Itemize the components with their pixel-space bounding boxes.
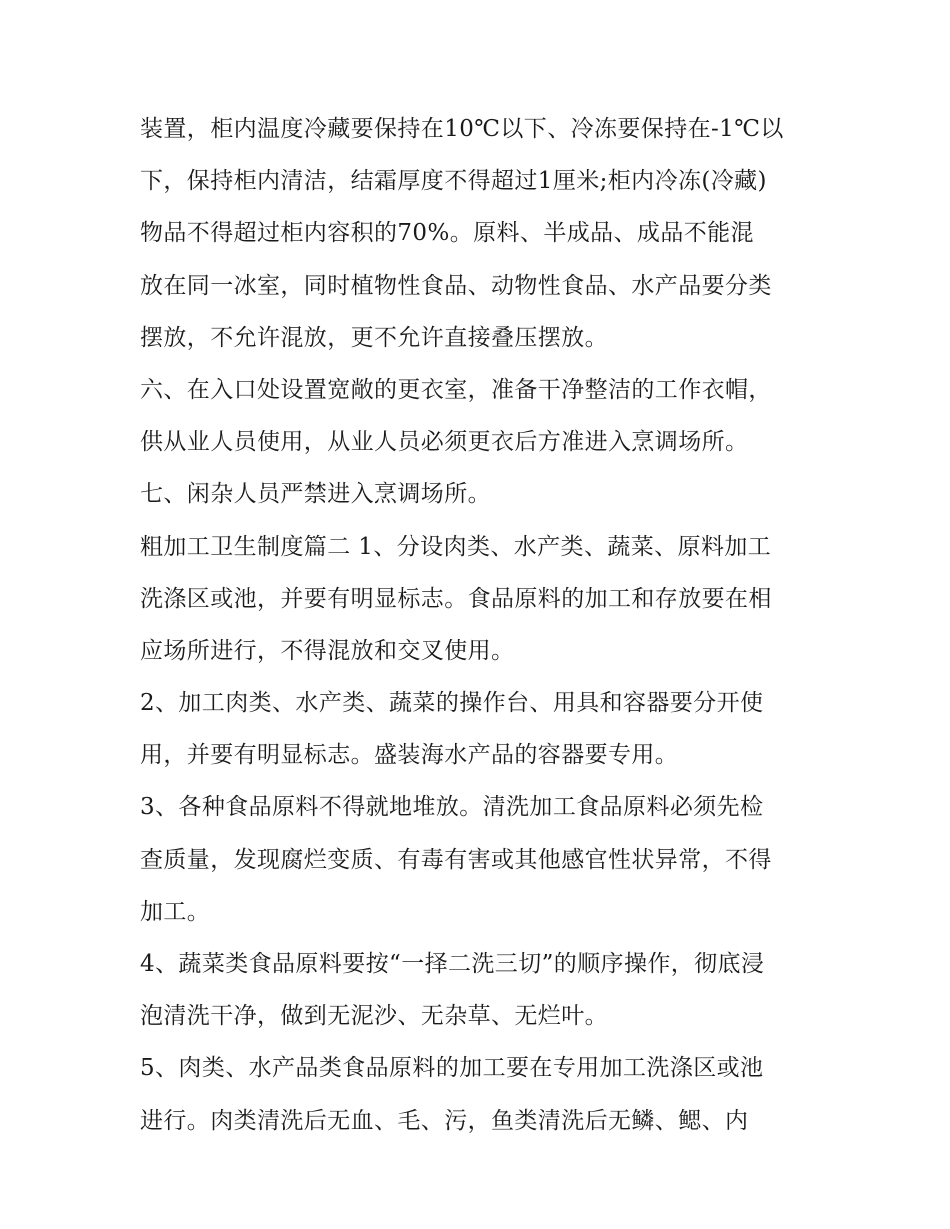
text-line: 进行。肉类清洗后无血、毛、污，鱼类清洗后无鳞、鳃、内: [140, 1107, 749, 1134]
text-line: 5、肉类、水产品类食品原料的加工要在专用加工洗涤区或池: [140, 1055, 764, 1082]
text-line: 放在同一冰室，同时植物性食品、动物性食品、水产品要分类: [140, 272, 772, 299]
text-line: 4、蔬菜类食品原料要按“一择二洗三切”的顺序操作，彻底浸: [140, 951, 765, 977]
text-line: 摆放，不允许混放，更不允许直接叠压摆放。: [140, 324, 608, 351]
text-line: 查质量，发现腐烂变质、有毒有害或其他感官性状异常，不得: [140, 846, 772, 873]
text-line: 装置，柜内温度冷藏要保持在10℃以下、冷冻要保持在-1℃以: [140, 116, 784, 142]
text-line: 2、加工肉类、水产类、蔬菜的操作台、用具和容器要分开使: [140, 690, 764, 717]
document-body: [140, 103, 815, 1147]
text-line: 用，并要有明显标志。盛装海水产品的容器要专用。: [140, 742, 679, 769]
text-line: 洗涤区或池，并要有明显标志。食品原料的加工和存放要在相: [140, 585, 772, 612]
text-line: 泡清洗干净，做到无泥沙、无杂草、无烂叶。: [140, 1003, 608, 1030]
text-line: 下，保持柜内清洁，结霜厚度不得超过1厘米;柜内冷冻(冷藏): [140, 168, 767, 195]
text-line: 3、各种食品原料不得就地堆放。清洗加工食品原料必须先检: [140, 794, 764, 821]
text-line: 供从业人员使用，从业人员必须更衣后方准进入烹调场所。: [140, 429, 749, 456]
text-line: 物品不得超过柜内容积的70%。原料、半成品、成品不能混: [140, 220, 754, 247]
text-line: 七、闲杂人员严禁进入烹调场所。: [140, 481, 491, 508]
text-line: 加工。: [140, 898, 211, 925]
text-line: 粗加工卫生制度篇二 1、分设肉类、水产类、蔬菜、原料加工: [140, 533, 772, 560]
text-line: 应场所进行，不得混放和交叉使用。: [140, 637, 515, 664]
text-line: 六、在入口处设置宽敞的更衣室，准备干净整洁的工作衣帽，: [140, 376, 772, 403]
